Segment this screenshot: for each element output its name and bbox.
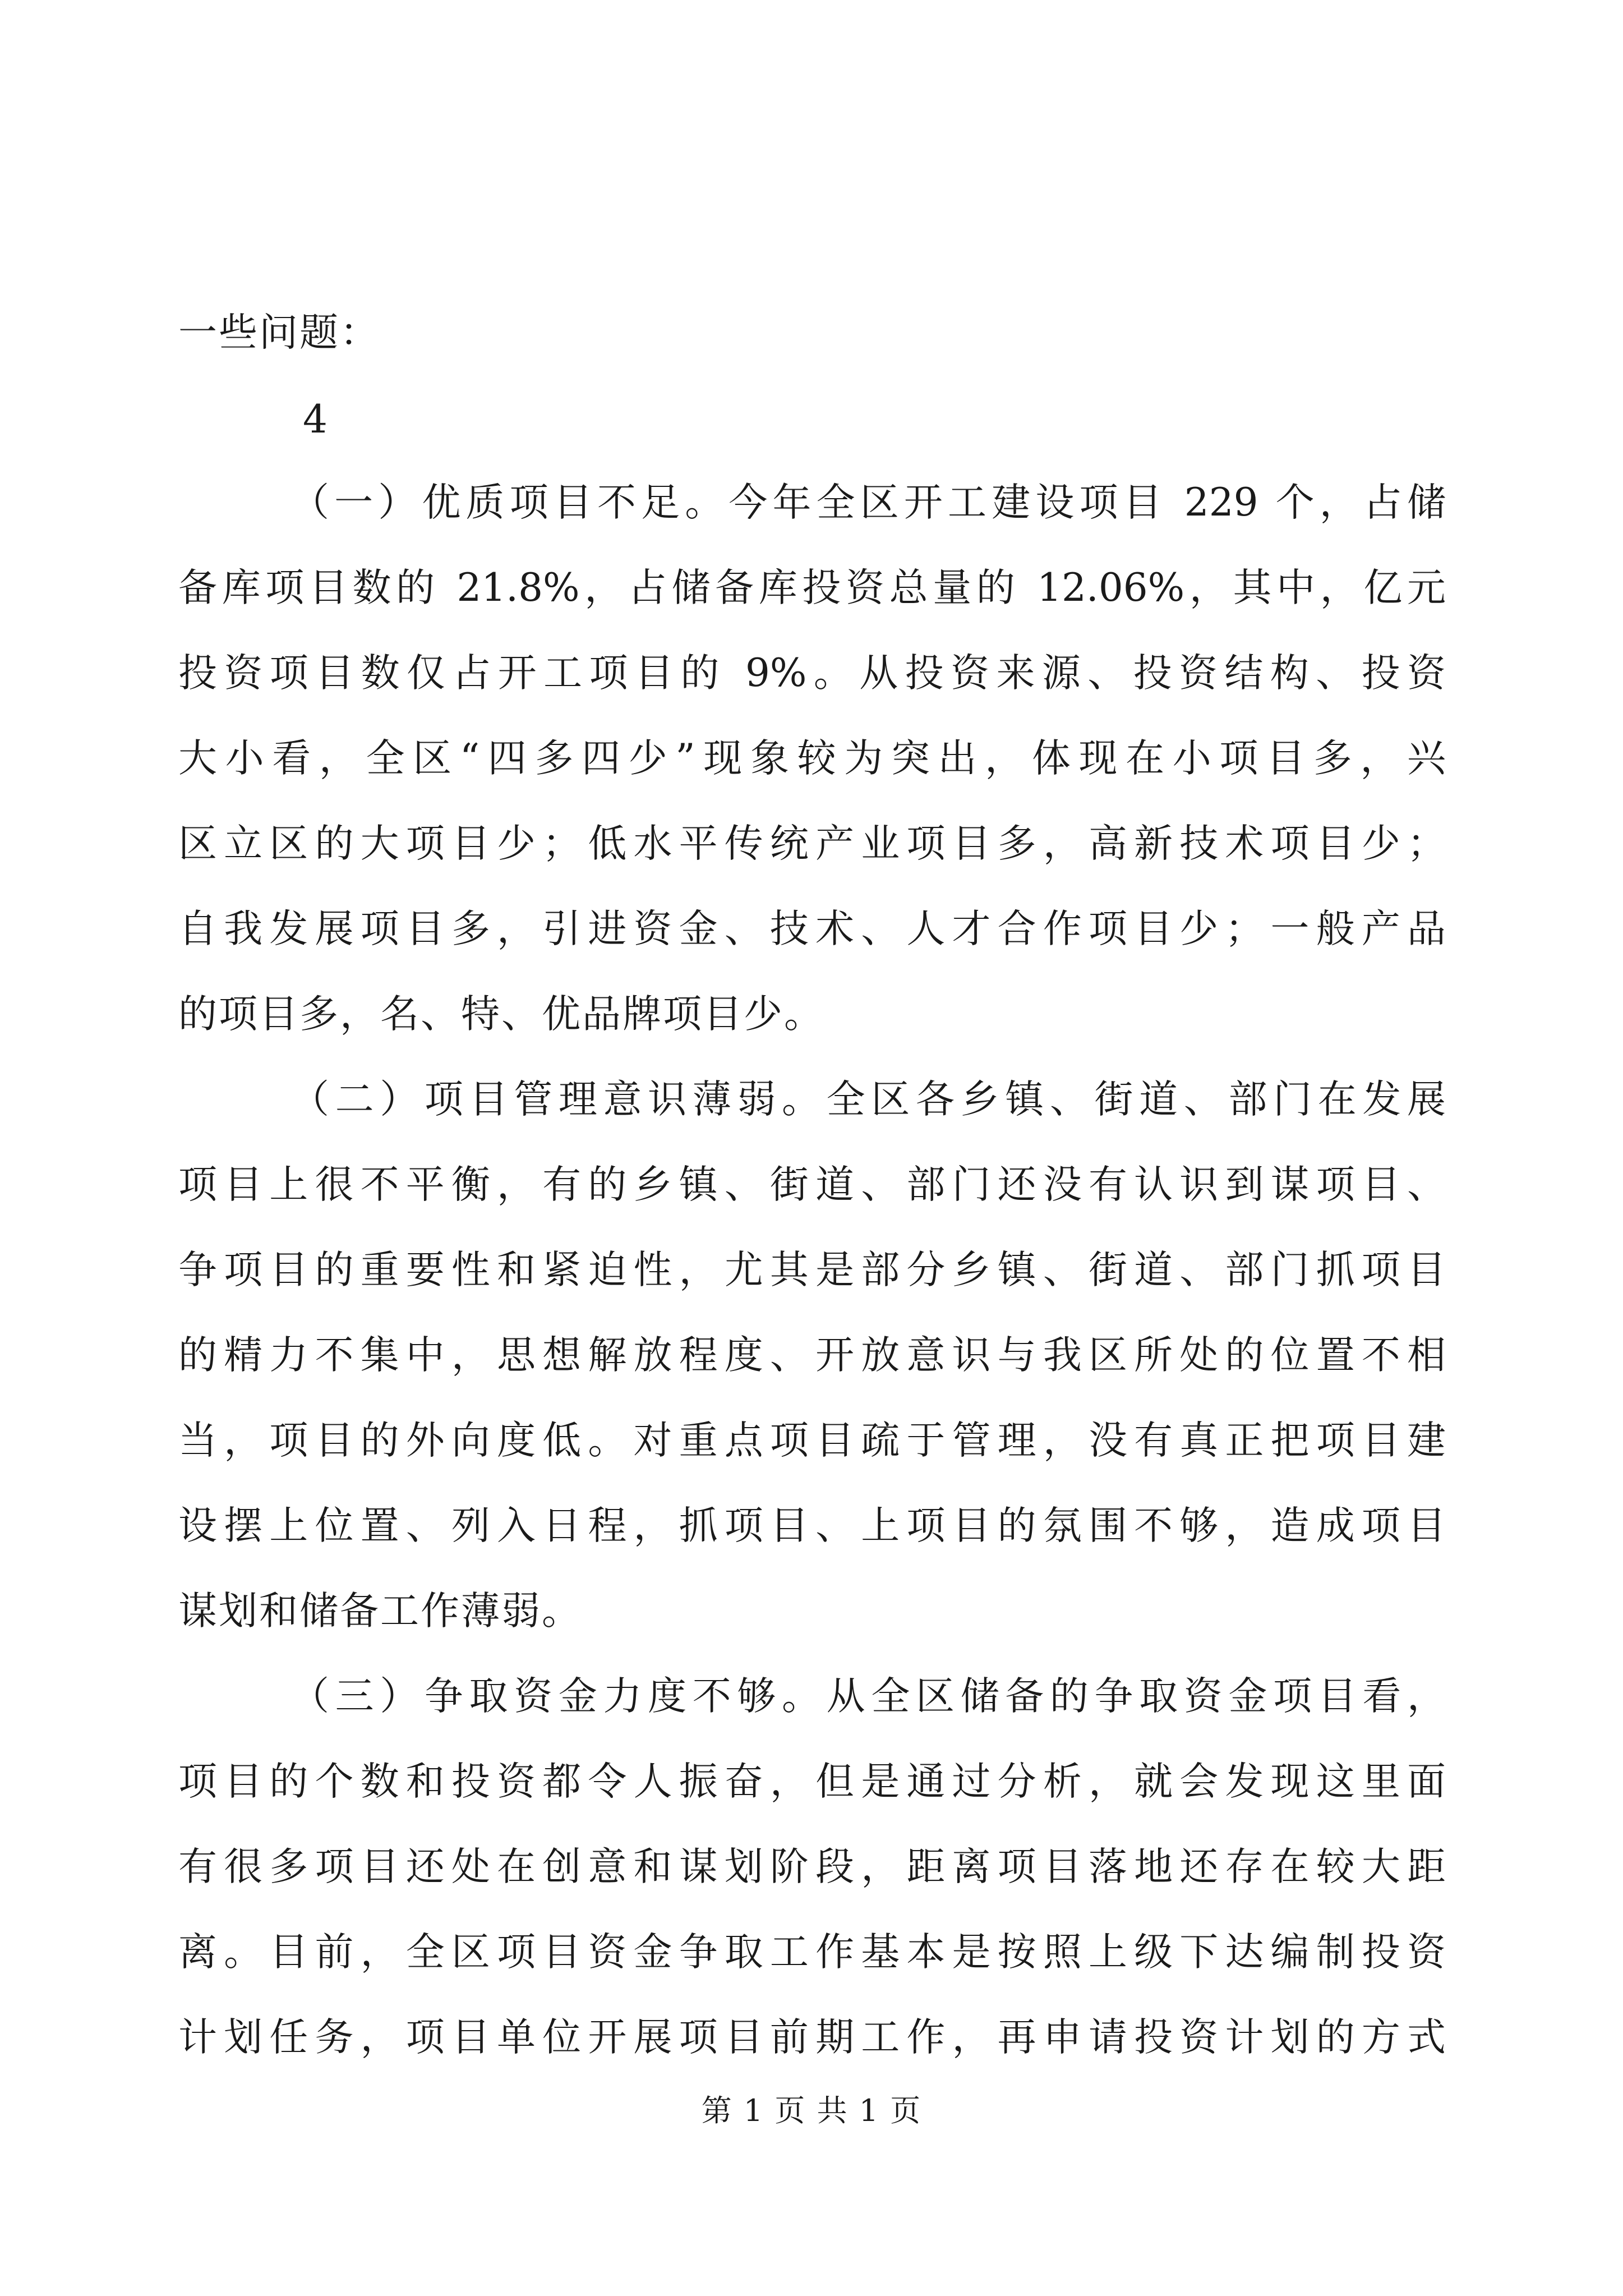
text-line: 4 — [303, 397, 329, 442]
paragraph-1-line: 投资项目数仅占开工项目的 9%。从投资来源、投资结构、投资 — [178, 651, 1446, 696]
paragraph-1-line: 自我发展项目多，引进资金、技术、人才合作项目少；一般产品 — [178, 907, 1446, 951]
text-line: 一些问题： — [178, 310, 380, 355]
paragraph-2-line: 设摆上位置、列入日程，抓项目、上项目的氛围不够，造成项目 — [178, 1503, 1446, 1548]
paragraph-3-line: 离。目前，全区项目资金争取工作基本是按照上级下达编制投资 — [178, 1930, 1446, 1975]
paragraph-1-line: 区立区的大项目少；低水平传统产业项目多，高新技术项目少； — [178, 821, 1446, 866]
paragraph-2-line: 的精力不集中，思想解放程度、开放意识与我区所处的位置不相 — [178, 1333, 1446, 1378]
paragraph-1-line: 备库项目数的 21.8%，占储备库投资总量的 12.06%，其中，亿元 — [178, 565, 1446, 610]
paragraph-3-line: 计划任务，项目单位开展项目前期工作，再申请投资计划的方式 — [178, 2015, 1446, 2060]
paragraph-1-line: 的项目多，名、特、优品牌项目少。 — [178, 992, 824, 1037]
paragraph-2-line: 项目上很不平衡，有的乡镇、街道、部门还没有认识到谋项目、 — [178, 1162, 1446, 1207]
paragraph-2-line: （二）项目管理意识薄弱。全区各乡镇、街道、部门在发展 — [291, 1077, 1446, 1122]
paragraph-3-line: （三）争取资金力度不够。从全区储备的争取资金项目看， — [291, 1674, 1446, 1719]
paragraph-3-line: 有很多项目还处在创意和谋划阶段，距离项目落地还存在较大距 — [178, 1844, 1446, 1889]
paragraph-1-line: 大小看，全区“四多四少”现象较为突出，体现在小项目多，兴 — [178, 736, 1446, 781]
paragraph-2-line: 当，项目的外向度低。对重点项目疏于管理，没有真正把项目建 — [178, 1418, 1446, 1463]
paragraph-1-line: （一）优质项目不足。今年全区开工建设项目 229 个，占储 — [291, 480, 1446, 525]
paragraph-2-line: 谋划和储备工作薄弱。 — [178, 1589, 582, 1634]
paragraph-3-line: 项目的个数和投资都令人振奋，但是通过分析，就会发现这里面 — [178, 1759, 1446, 1804]
page-footer: 第 1 页 共 1 页 — [701, 2093, 922, 2128]
paragraph-2-line: 争项目的重要性和紧迫性，尤其是部分乡镇、街道、部门抓项目 — [178, 1248, 1446, 1292]
